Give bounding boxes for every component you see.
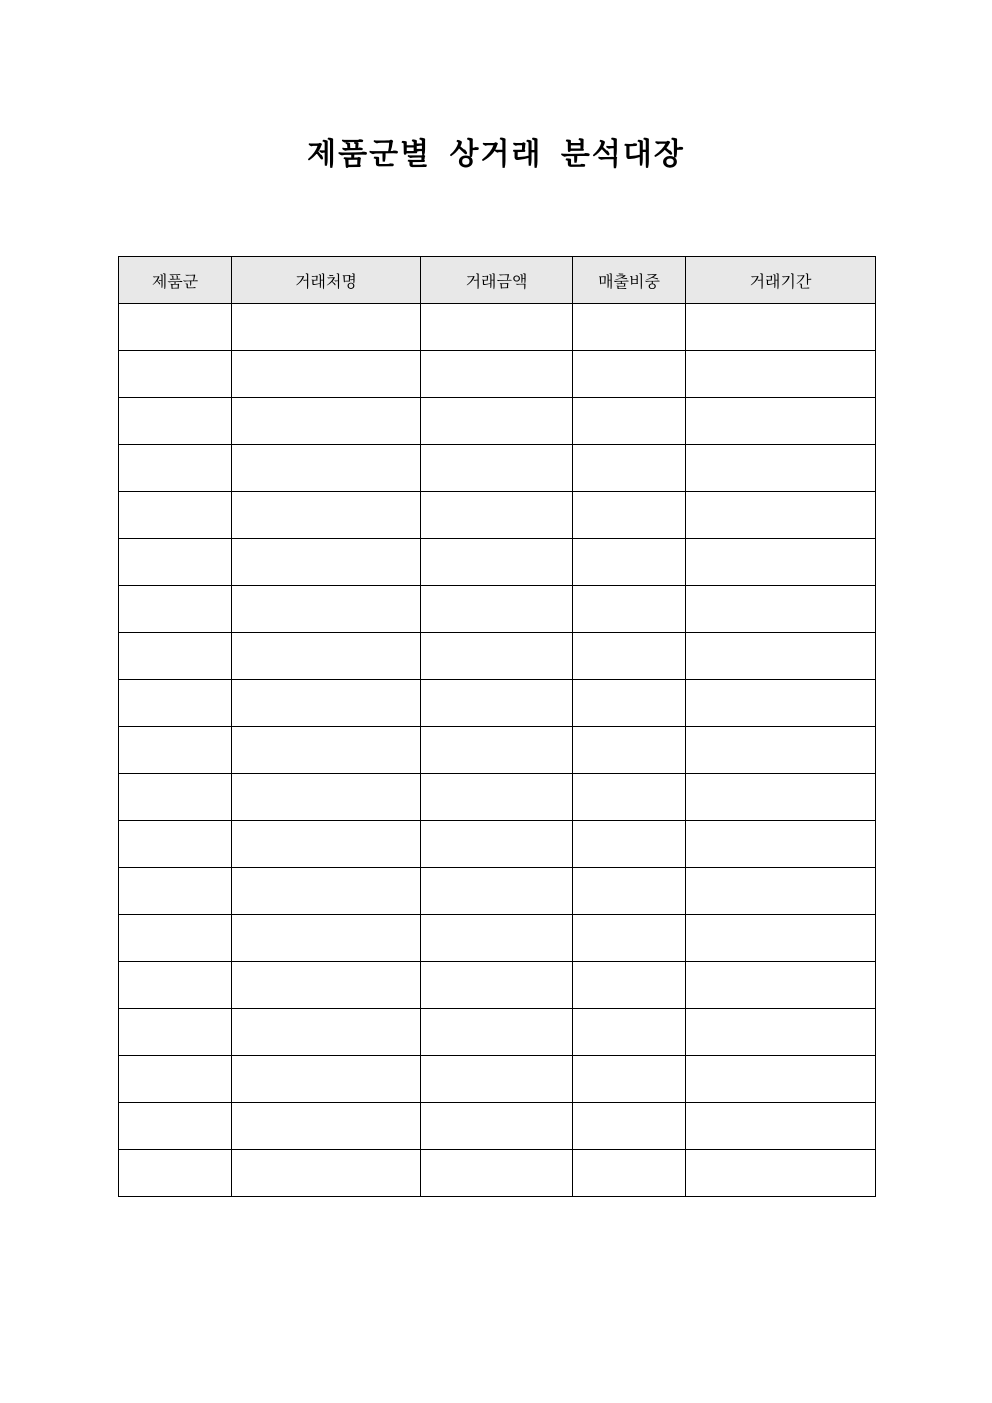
- cell-transaction-period[interactable]: [686, 492, 876, 539]
- cell-client-name[interactable]: [232, 633, 421, 680]
- cell-client-name[interactable]: [232, 445, 421, 492]
- table-row: [119, 915, 876, 962]
- table-row: [119, 492, 876, 539]
- cell-transaction-amount[interactable]: [421, 727, 573, 774]
- cell-transaction-amount[interactable]: [421, 962, 573, 1009]
- cell-sales-share[interactable]: [573, 821, 686, 868]
- cell-sales-share[interactable]: [573, 586, 686, 633]
- table-body: [119, 304, 876, 1197]
- cell-client-name[interactable]: [232, 868, 421, 915]
- cell-transaction-period[interactable]: [686, 1103, 876, 1150]
- table-row: [119, 1009, 876, 1056]
- cell-transaction-amount[interactable]: [421, 915, 573, 962]
- cell-transaction-period[interactable]: [686, 821, 876, 868]
- cell-transaction-amount[interactable]: [421, 868, 573, 915]
- cell-transaction-amount[interactable]: [421, 398, 573, 445]
- cell-transaction-amount[interactable]: [421, 351, 573, 398]
- header-sales-share: 매출비중: [573, 257, 686, 304]
- analysis-ledger-table: [118, 256, 876, 1197]
- table-row: [119, 680, 876, 727]
- cell-client-name[interactable]: [232, 1009, 421, 1056]
- cell-sales-share[interactable]: [573, 539, 686, 586]
- cell-transaction-period[interactable]: [686, 398, 876, 445]
- cell-transaction-period[interactable]: [686, 586, 876, 633]
- cell-product-group[interactable]: [119, 1103, 232, 1150]
- cell-transaction-amount[interactable]: [421, 539, 573, 586]
- cell-client-name[interactable]: [232, 727, 421, 774]
- cell-client-name[interactable]: [232, 1056, 421, 1103]
- cell-transaction-amount[interactable]: [421, 586, 573, 633]
- cell-product-group[interactable]: [119, 821, 232, 868]
- cell-product-group[interactable]: [119, 445, 232, 492]
- table-row: [119, 633, 876, 680]
- cell-transaction-period[interactable]: [686, 1056, 876, 1103]
- cell-transaction-period[interactable]: [686, 680, 876, 727]
- cell-sales-share[interactable]: [573, 1056, 686, 1103]
- cell-product-group[interactable]: [119, 868, 232, 915]
- header-client-name: 거래처명: [232, 257, 421, 304]
- cell-transaction-period[interactable]: [686, 1150, 876, 1197]
- header-product-group: 제품군: [119, 257, 232, 304]
- cell-transaction-amount[interactable]: [421, 1150, 573, 1197]
- cell-sales-share[interactable]: [573, 398, 686, 445]
- cell-sales-share[interactable]: [573, 633, 686, 680]
- cell-sales-share[interactable]: [573, 727, 686, 774]
- table-row: [119, 1103, 876, 1150]
- cell-transaction-amount[interactable]: [421, 1103, 573, 1150]
- cell-product-group[interactable]: [119, 492, 232, 539]
- cell-client-name[interactable]: [232, 680, 421, 727]
- cell-product-group[interactable]: [119, 398, 232, 445]
- cell-product-group[interactable]: [119, 680, 232, 727]
- cell-transaction-amount[interactable]: [421, 492, 573, 539]
- cell-client-name[interactable]: [232, 821, 421, 868]
- table-row: [119, 398, 876, 445]
- cell-sales-share[interactable]: [573, 1009, 686, 1056]
- cell-client-name[interactable]: [232, 398, 421, 445]
- table-row: [119, 821, 876, 868]
- cell-product-group[interactable]: [119, 1056, 232, 1103]
- cell-transaction-period[interactable]: [686, 868, 876, 915]
- cell-client-name[interactable]: [232, 774, 421, 821]
- cell-transaction-amount[interactable]: [421, 821, 573, 868]
- cell-transaction-period[interactable]: [686, 351, 876, 398]
- cell-product-group[interactable]: [119, 633, 232, 680]
- cell-product-group[interactable]: [119, 539, 232, 586]
- cell-sales-share[interactable]: [573, 680, 686, 727]
- cell-client-name[interactable]: [232, 1103, 421, 1150]
- cell-transaction-period[interactable]: [686, 304, 876, 351]
- cell-client-name[interactable]: [232, 492, 421, 539]
- cell-transaction-amount[interactable]: [421, 304, 573, 351]
- cell-sales-share[interactable]: [573, 1103, 686, 1150]
- cell-sales-share[interactable]: [573, 351, 686, 398]
- cell-client-name[interactable]: [232, 539, 421, 586]
- cell-product-group[interactable]: [119, 304, 232, 351]
- table-row: [119, 1150, 876, 1197]
- cell-transaction-period[interactable]: [686, 1009, 876, 1056]
- cell-transaction-period[interactable]: [686, 445, 876, 492]
- cell-sales-share[interactable]: [573, 915, 686, 962]
- page-title: 제품군별 상거래 분석대장: [307, 137, 685, 172]
- table-row: [119, 774, 876, 821]
- cell-product-group[interactable]: [119, 727, 232, 774]
- cell-product-group[interactable]: [119, 351, 232, 398]
- cell-transaction-period[interactable]: [686, 774, 876, 821]
- cell-sales-share[interactable]: [573, 1150, 686, 1197]
- cell-product-group[interactable]: [119, 962, 232, 1009]
- cell-transaction-period[interactable]: [686, 727, 876, 774]
- cell-transaction-period[interactable]: [686, 915, 876, 962]
- cell-sales-share[interactable]: [573, 445, 686, 492]
- table-row: [119, 1056, 876, 1103]
- cell-transaction-amount[interactable]: [421, 633, 573, 680]
- table-header-row: [119, 257, 876, 304]
- cell-transaction-amount[interactable]: [421, 1056, 573, 1103]
- cell-client-name[interactable]: [232, 915, 421, 962]
- cell-sales-share[interactable]: [573, 492, 686, 539]
- cell-product-group[interactable]: [119, 915, 232, 962]
- table-row: [119, 868, 876, 915]
- cell-sales-share[interactable]: [573, 304, 686, 351]
- cell-client-name[interactable]: [232, 1150, 421, 1197]
- cell-sales-share[interactable]: [573, 774, 686, 821]
- cell-transaction-amount[interactable]: [421, 445, 573, 492]
- cell-client-name[interactable]: [232, 962, 421, 1009]
- cell-product-group[interactable]: [119, 774, 232, 821]
- cell-transaction-period[interactable]: [686, 539, 876, 586]
- cell-transaction-amount[interactable]: [421, 1009, 573, 1056]
- cell-product-group[interactable]: [119, 1009, 232, 1056]
- table-row: [119, 962, 876, 1009]
- table-row: [119, 304, 876, 351]
- cell-client-name[interactable]: [232, 304, 421, 351]
- cell-transaction-period[interactable]: [686, 962, 876, 1009]
- cell-product-group[interactable]: [119, 1150, 232, 1197]
- cell-transaction-amount[interactable]: [421, 774, 573, 821]
- header-transaction-period: 거래기간: [686, 257, 876, 304]
- table-row: [119, 445, 876, 492]
- header-transaction-amount: 거래금액: [421, 257, 573, 304]
- table-row: [119, 727, 876, 774]
- cell-sales-share[interactable]: [573, 868, 686, 915]
- cell-transaction-period[interactable]: [686, 633, 876, 680]
- cell-sales-share[interactable]: [573, 962, 686, 1009]
- cell-transaction-amount[interactable]: [421, 680, 573, 727]
- table-row: [119, 539, 876, 586]
- table-row: [119, 586, 876, 633]
- cell-client-name[interactable]: [232, 586, 421, 633]
- cell-client-name[interactable]: [232, 351, 421, 398]
- cell-product-group[interactable]: [119, 586, 232, 633]
- table-row: [119, 351, 876, 398]
